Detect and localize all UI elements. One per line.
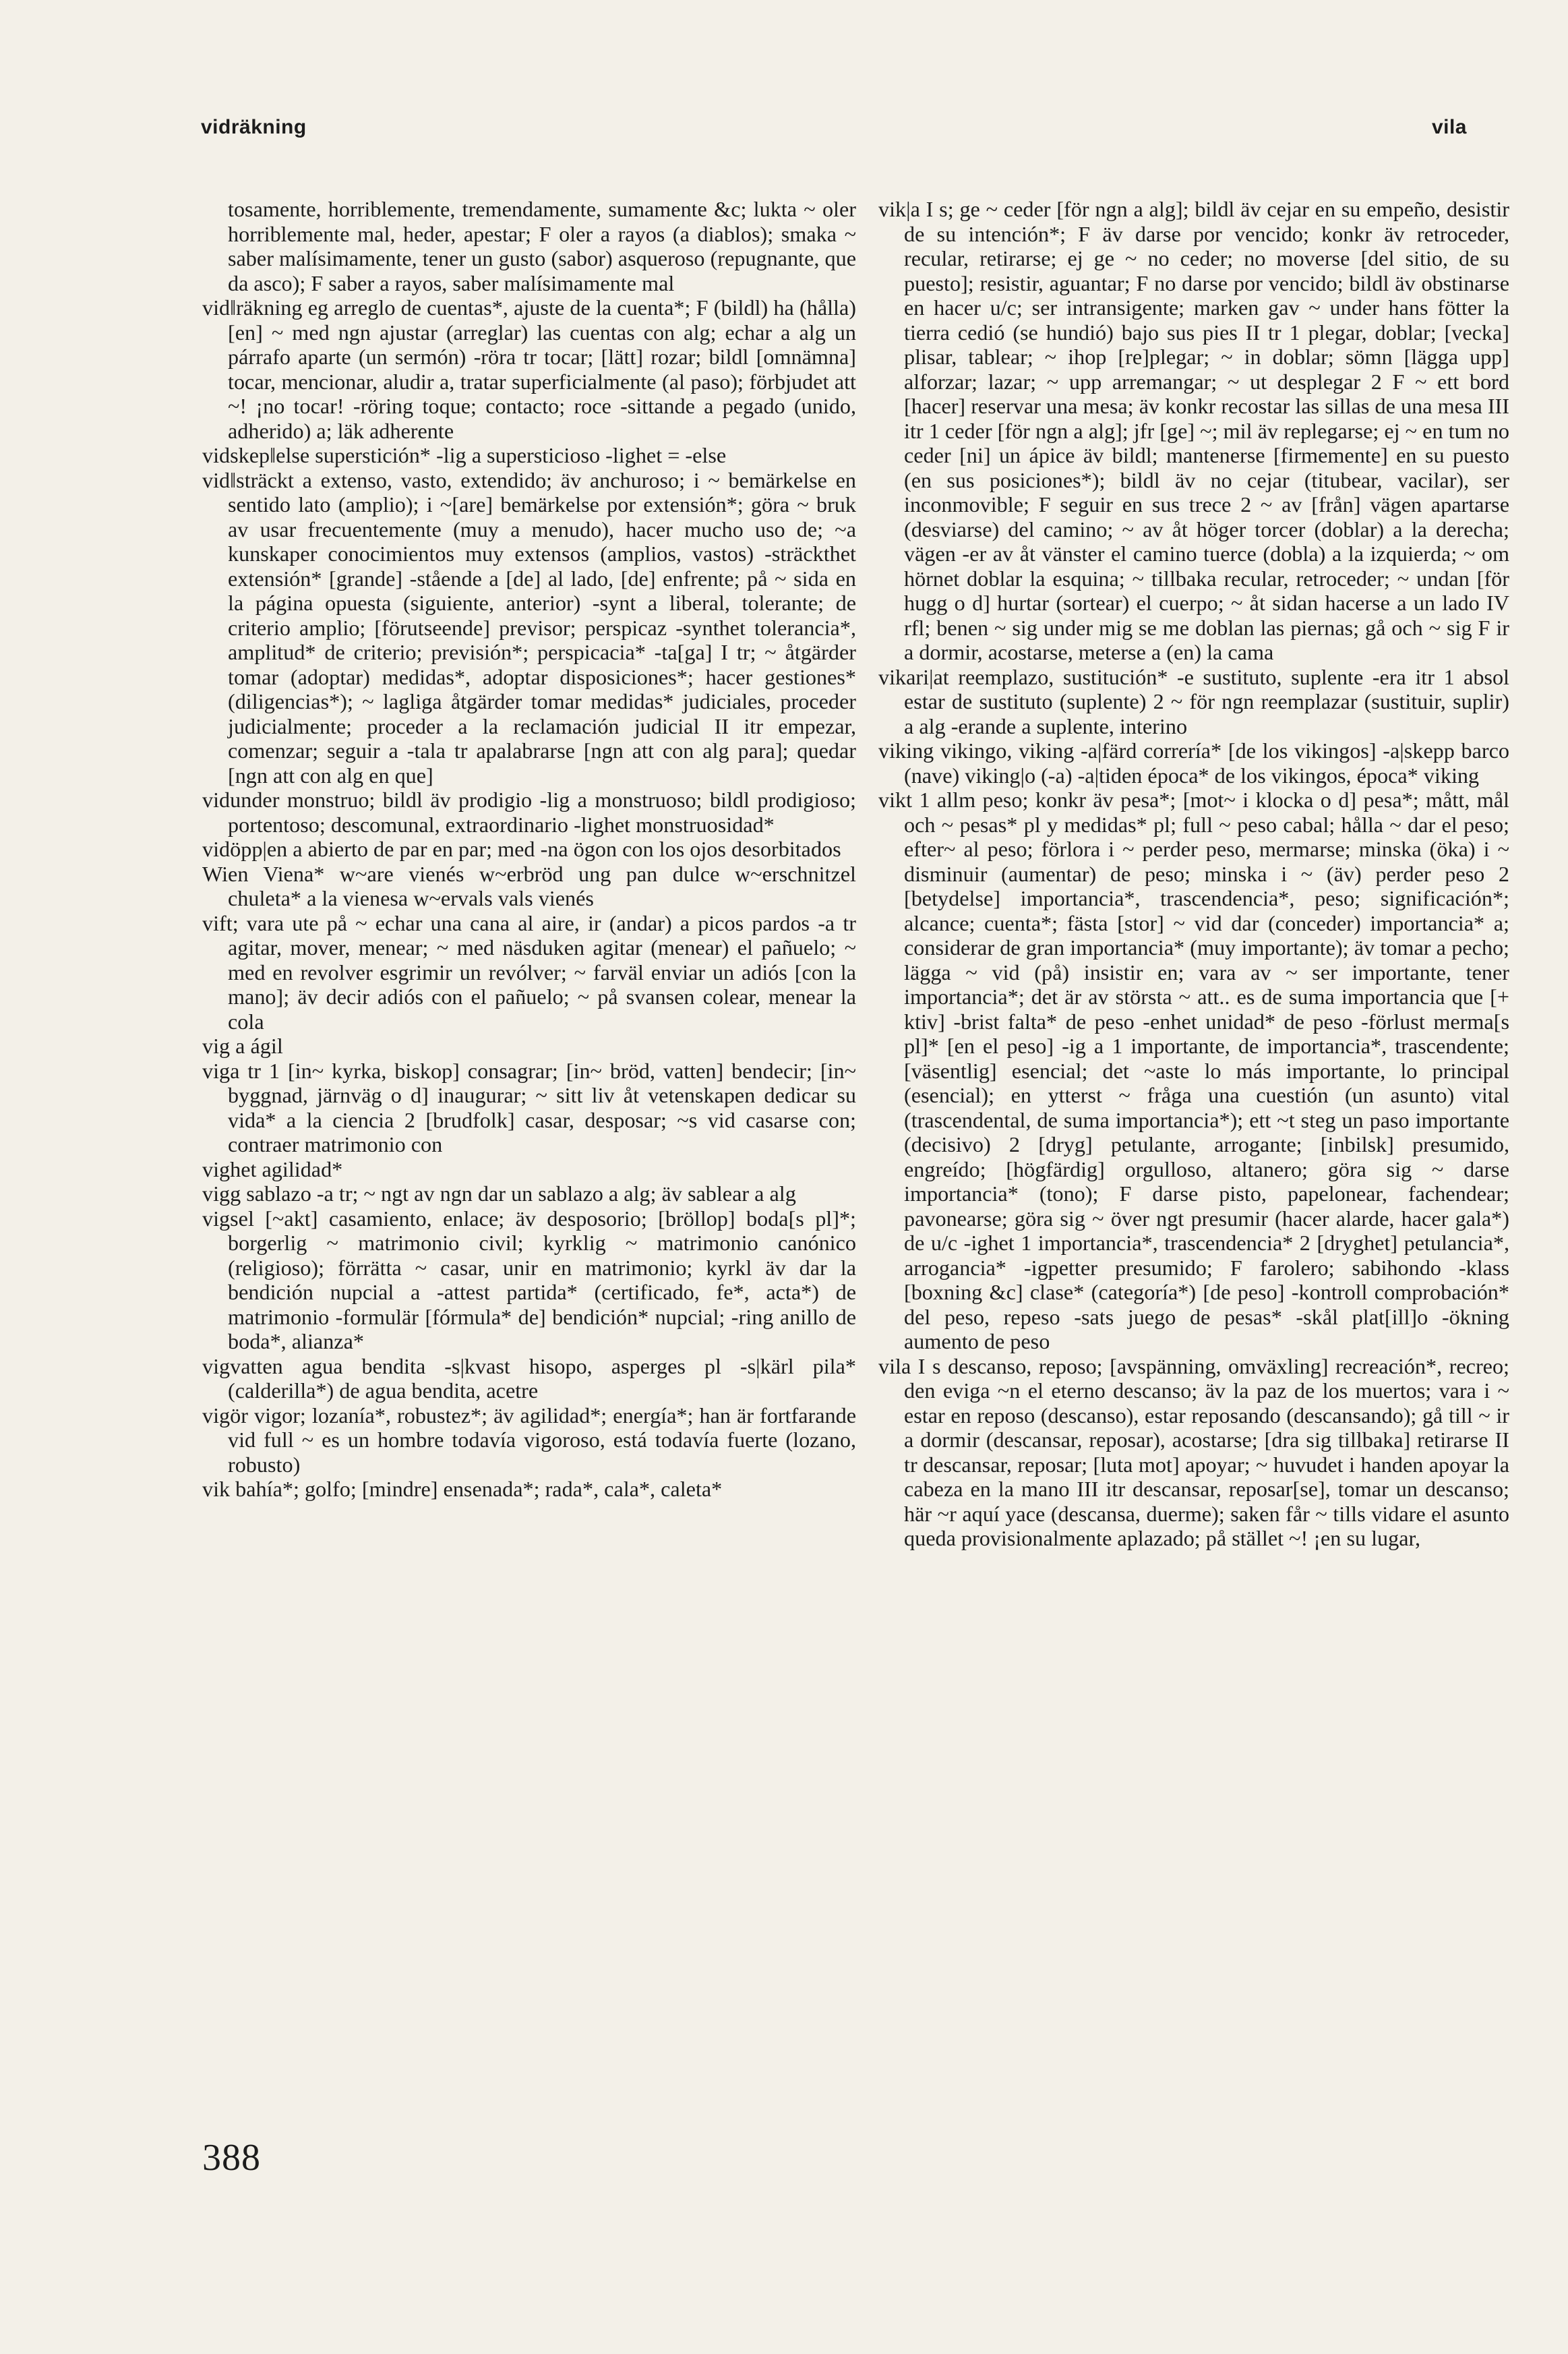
dictionary-entry: vidöpp|en a abierto de par en par; med -na ögon con los ojos desorbitados: [202, 837, 841, 861]
dictionary-entry: vid‖sträckt a extenso, vasto, extendido; äv anchuroso; i ~ bemärkelse en sentido lato (amplio); i ~[are] bemärkelse por extensión*; göra ~ bruk av usar frecuentemente (muy a menudo), hacer mucho uso de; ~a kunskaper conocimientos muy extensos (amplios, vastos) -sträckthet extensión* [grande] -stående a [de] al lado, [de] enfrente; på ~ sida en la página opuesta (siguiente, anterior) -synt a liberal, tolerante; de criterio amplio; [förutseende] previsor; perspicaz -synthet tolerancia*, amplitud* de criterio; previsión*; perspicacia* -ta[ga] I tr; ~ åtgärder tomar (adoptar) medidas*, adoptar disposiciones*; hacer gestiones* (diligencias*); ~ lagliga åtgärder tomar medidas* judiciales, proceder judicialmente; proceder a la reclamación judicial II itr empezar, comenzar; seguir a -tala tr apalabrarse [ngn att con alg para]; quedar [ngn att con alg en que]: [202, 467, 856, 788]
left-column: [202, 197, 856, 1502]
dictionary-entry: vik bahía*; golfo; [mindre] ensenada*; rada*, cala*, caleta*: [202, 1477, 723, 1501]
dictionary-entry: viking vikingo, viking -a|färd correría* [de los vikingos] -a|skepp barco (nave) viking|o (-a) -a|tiden época* de los vikingos, época* viking: [878, 738, 1509, 788]
dictionary-entry: vidskep‖else superstición* -lig a supersticioso -lighet = -else: [202, 443, 727, 467]
dictionary-entry: viga tr 1 [in~ kyrka, biskop] consagrar; [in~ bröd, vatten] bendecir; [in~ byggnad, järnväg o d] inaugurar; ~ sitt liv åt vetenskapen dedicar su vida* a la ciencia 2 [brudfolk] casar, desposar; ~s vid casarse con; contraer matrimonio con: [202, 1058, 856, 1156]
dictionary-entry: vikt 1 allm peso; konkr äv pesa*; [mot~ i klocka o d] pesa*; mått, mål och ~ pesas* pl y medidas* pl; full ~ peso cabal; hålla ~ dar el peso; efter~ al peso; förlora i ~ perder peso, mermarse; minska (öka) i ~ disminuir (aumentar) de peso; minska i ~ (äv) perder peso 2 [betydelse] importancia*, trascendencia*, peso; significación*; alcance; cuenta*; fästa [stor] ~ vid dar (conceder) importancia* a; considerar de gran importancia* (muy importante); äv tomar a pecho; lägga ~ vid (på) insistir en; vara av ~ ser importante, tener importancia*; det är av största ~ att.. es de suma importancia que [+ ktiv] -brist falta* de peso -enhet unidad* de peso -förlust merma[s pl]* [en el peso] -ig a 1 importante, de importancia*, trascendente; [väsentlig] esencial; det ~aste lo más importante, lo principal (esencial); en ytterst ~ fråga una cuestión (un asunto) vital (trascendental, de suma importancia*); ett ~t steg un paso importante (decisivo) 2 [dryg] petulante, arrogante; [inbilsk] presumido, engreído; [högfärdig] orgulloso, altanero; göra sig ~ darse importancia* (tono); F darse pisto, papelonear, fachendear; pavonearse; göra sig ~ över ngt presumir (hacer alarde, hacer gala*) de u/c -ighet 1 importancia*, trascendencia* 2 [dryghet] petulancia*, arrogancia* -igpetter presumido; F farolero; sabihondo -klass [boxning &c] clase* (categoría*) [de peso] -kontroll comprobación* del peso, repeso -sats juego de pesas* -skål plat[ill]o -ökning aumento de peso: [878, 788, 1509, 1353]
page-number: 388: [202, 2137, 261, 2179]
right-column: [878, 197, 1509, 1551]
right-guide-word: vila: [1431, 116, 1467, 138]
dictionary-entry: vikari|at reemplazo, sustitución* -e sustituto, suplente -era itr 1 absol estar de sustituto (suplente) 2 ~ för ngn reemplazar (sustituir, suplir) a alg -erande a suplente, interino: [878, 664, 1509, 738]
dictionary-entry: Wien Viena* w~are vienés w~erbröd ung pan dulce w~erschnitzel chuleta* a la vienesa w~ervals vals vienés: [202, 861, 856, 910]
dictionary-entry: vig a ágil: [202, 1034, 283, 1058]
dictionary-entry: vigg sablazo -a tr; ~ ngt av ngn dar un sablazo a alg; äv sablear a alg: [202, 1181, 796, 1206]
dictionary-entry: vila I s descanso, reposo; [avspänning, omväxling] recreación*, recreo; den eviga ~n el eterno descanso; äv la paz de los muertos; vara i ~ estar en reposo (descanso), estar reposando (descansando); gå till ~ ir a dormir (descansar, reposar), acostarse; [dra sig tillbaka] retirarse II tr descansar, reposar; [luta mot] apoyar; ~ huvudet i handen apoyar la cabeza en la mano III itr descansar, reposar[se], tomar un descanso; här ~r aquí yace (descansa, duerme); saken får ~ tills vidare el asunto queda provisionalmente aplazado; på stället ~! ¡en su lugar,: [878, 1353, 1509, 1550]
left-guide-word: vidräkning: [201, 116, 307, 138]
dictionary-entry: vidunder monstruo; bildl äv prodigio -lig a monstruoso; bildl prodigioso; portentoso; descomunal, extraordinario -lighet monstruosidad*: [202, 788, 856, 837]
dictionary-entry: tosamente, horriblemente, tremendamente, sumamente &c; lukta ~ oler horriblemente mal, heder, apestar; F oler a rayos (a diablos); smaka ~ saber malísimamente, tener un gusto (sabor) asqueroso (repugnante, que da asco); F saber a rayos, saber malísimamente mal: [228, 197, 856, 295]
dictionary-entry: vigvatten agua bendita -s|kvast hisopo, asperges pl -s|kärl pila* (calderilla*) de agua bendita, acetre: [202, 1353, 856, 1403]
dictionary-entry: vik|a I s; ge ~ ceder [för ngn a alg]; bildl äv cejar en su empeño, desistir de su intención*; F äv darse por vencido; konkr äv retroceder, recular, retirarse; ej ge ~ no ceder; no moverse [del sitio, de su puesto]; resistir, aguantar; F no darse por vencido; bildl äv obstinarse en hacer u/c; ser intransigente; marken gav ~ under hans fötter la tierra cedió (se hundió) bajo sus pies II tr 1 plegar, doblar; [vecka] plisar, tablear; ~ ihop [re]plegar; ~ in doblar; sömn [lägga upp] alforzar; lazar; ~ upp arremangar; ~ ut desplegar 2 F ~ ett bord [hacer] reservar una mesa; äv konkr recostar las sillas de una mesa III itr 1 ceder [för ngn a alg]; jfr [ge] ~; mil äv replegarse; ej ~ en tum no ceder [ni] un ápice äv bildl; mantenerse [firmemente] en su puesto (en sus posiciones*); bildl äv no cejar (titubear, vacilar), ser inconmovible; F seguir en sus trece 2 ~ av [från] vägen apartarse (desviarse) del camino; ~ av åt höger torcer (doblar) a la derecha; vägen -er av åt vänster el camino tuerce (dobla) a la izquierda; ~ om hörnet doblar la esquina; ~ tillbaka recular, retroceder; ~ undan [för hugg o d] hurtar (sortear) el cuerpo; ~ åt sidan hacerse a un lado IV rfl; benen ~ sig under mig se me doblan las piernas; gå och ~ sig F ir a dormir, acostarse, meterse a (en) la cama: [878, 197, 1509, 664]
dictionary-entry: vighet agilidad*: [202, 1156, 343, 1181]
dictionary-entry: vigör vigor; lozanía*, robustez*; äv agilidad*; energía*; han är fortfarande vid full ~ es un hombre todavía vigoroso, está todavía fuerte (lozano, robusto): [202, 1403, 856, 1477]
dictionary-entry: vigsel [~akt] casamiento, enlace; äv desposorio; [bröllop] boda[s pl]*; borgerlig ~ matrimonio civil; kyrklig ~ matrimonio canónico (religioso); förrätta ~ casar, unir en matrimonio; kyrkl äv dar la bendición nupcial a -attest partida* (certificado, fe*, acta*) de matrimonio -formulär [fórmula* de] bendición* nupcial; -ring anillo de boda*, alianza*: [202, 1206, 856, 1353]
dictionary-entry: vid‖räkning eg arreglo de cuentas*, ajuste de la cuenta*; F (bildl) ha (hålla) [en] ~ med ngn ajustar (arreglar) las cuentas con alg; echar a alg un párrafo aparte (un sermón) -röra tr tocar; [lätt] rozar; bildl [omnämna] tocar, mencionar, aludir a, tratar superficialmente (al paso); förbjudet att ~! ¡no tocar! -röring toque; contacto; roce -sittande a pegado (unido, adherido) a; läk adherente: [202, 295, 856, 443]
dictionary-entry: vift; vara ute på ~ echar una cana al aire, ir (andar) a picos pardos -a tr agitar, mover, menear; ~ med näsduken agitar (menear) el pañuelo; ~ med en revolver esgrimir un revólver; ~ farväl enviar un adiós [con la mano]; äv decir adiós con el pañuelo; ~ på svansen colear, menear la cola: [202, 910, 856, 1034]
